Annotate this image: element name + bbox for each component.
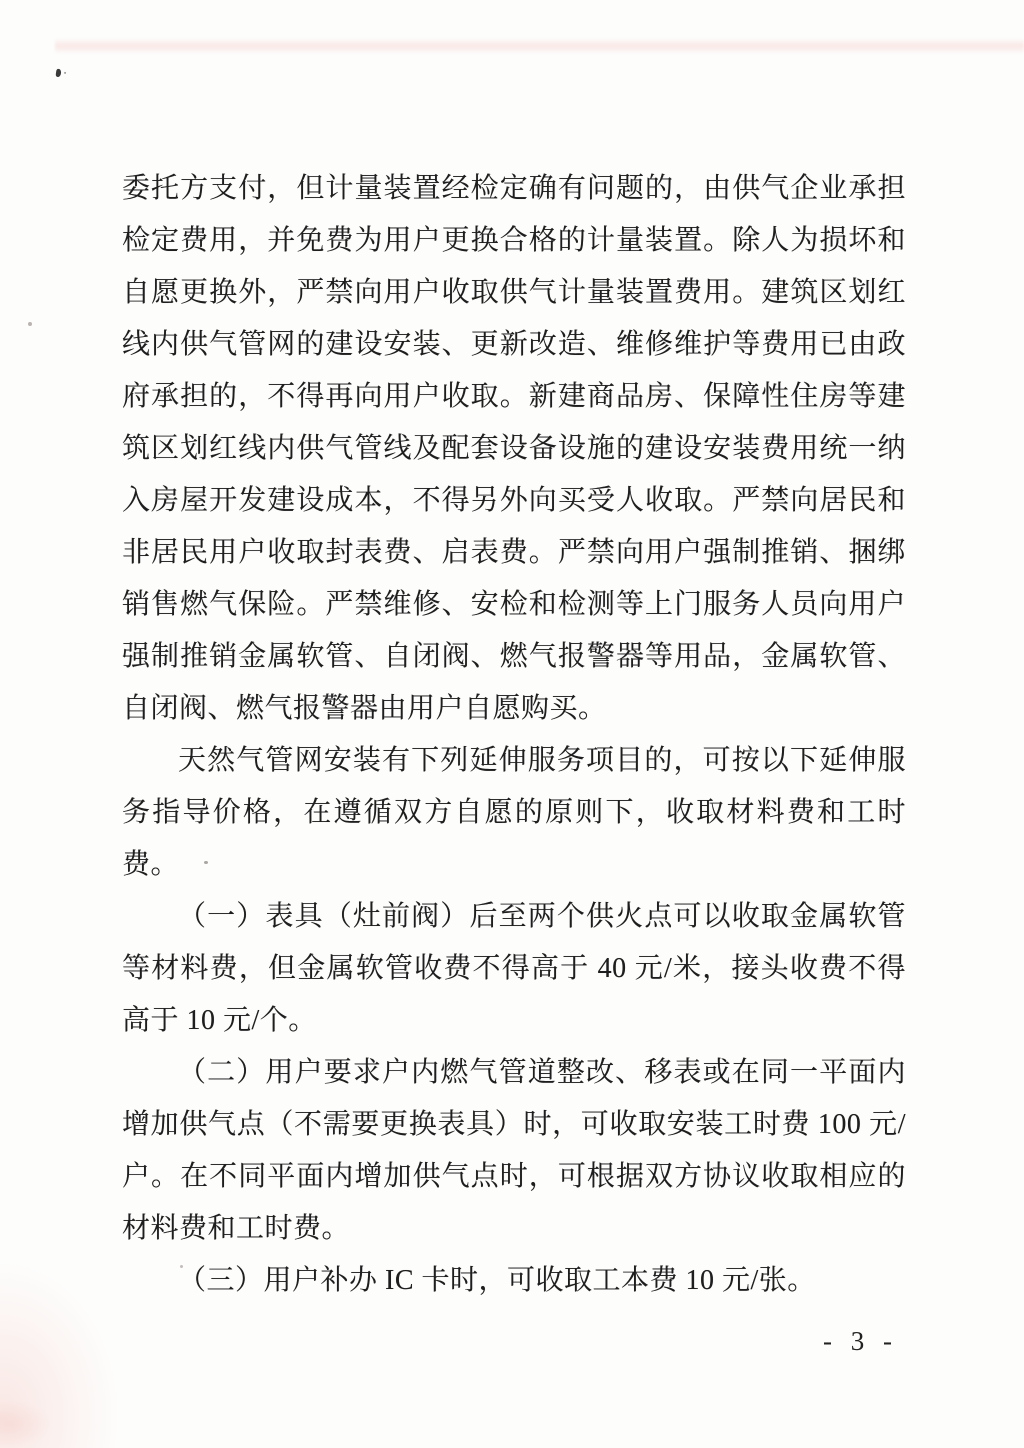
- scan-speck: [28, 322, 32, 326]
- page-number: - 3 -: [823, 1326, 898, 1356]
- paragraph-item-2-pipeline-modification-fees: （二）用户要求户内燃气管道整改、移表或在同一平面内增加供气点（不需要更换表具）时，可收取安装工时费 100 元/户。在不同平面内增加供气点时，可根据双方协议收取相应的材料费和工时费。: [122, 1057, 906, 1244]
- document-body: [122, 163, 906, 1307]
- paragraph-extension-services-intro: 天然气管网安装有下列延伸服务项目的，可按以下延伸服务指导价格，在遵循双方自愿的原则下，收取材料费和工时费。: [122, 745, 906, 880]
- scan-speck: [55, 69, 61, 78]
- scan-artifact-band: [55, 38, 1024, 54]
- scan-smudge: [0, 1400, 52, 1448]
- paragraph-item-3-ic-card-fee: （三）用户补办 IC 卡时，可收取工本费 10 元/张。: [178, 1265, 816, 1296]
- paragraph-continuation: 委托方支付，但计量装置经检定确有问题的，由供气企业承担检定费用，并免费为用户更换合格的计量装置。除人为损坏和自愿更换外，严禁向用户收取供气计量装置费用。建筑区划红线内供气管网的建设安装、更新改造、维修维护等费用已由政府承担的，不得再向用户收取。新建商品房、保障性住房等建筑区划红线内供气管线及配套设备设施的建设安装费用统一纳入房屋开发建设成本，不得另外向买受人收取。严禁向居民和非居民用户收取封表费、启表费。严禁向用户强制推销、捆绑销售燃气保险。严禁维修、安检和检测等上门服务人员向用户强制推销金属软管、自闭阀、燃气报警器等用品，金属软管、自闭阀、燃气报警器由用户自愿购买。: [122, 173, 906, 724]
- paragraph-item-1-hose-fees: （一）表具（灶前阀）后至两个供火点可以收取金属软管等材料费，但金属软管收费不得高于 40 元/米，接头收费不得高于 10 元/个。: [122, 901, 906, 1036]
- scan-smudge: [0, 1248, 130, 1448]
